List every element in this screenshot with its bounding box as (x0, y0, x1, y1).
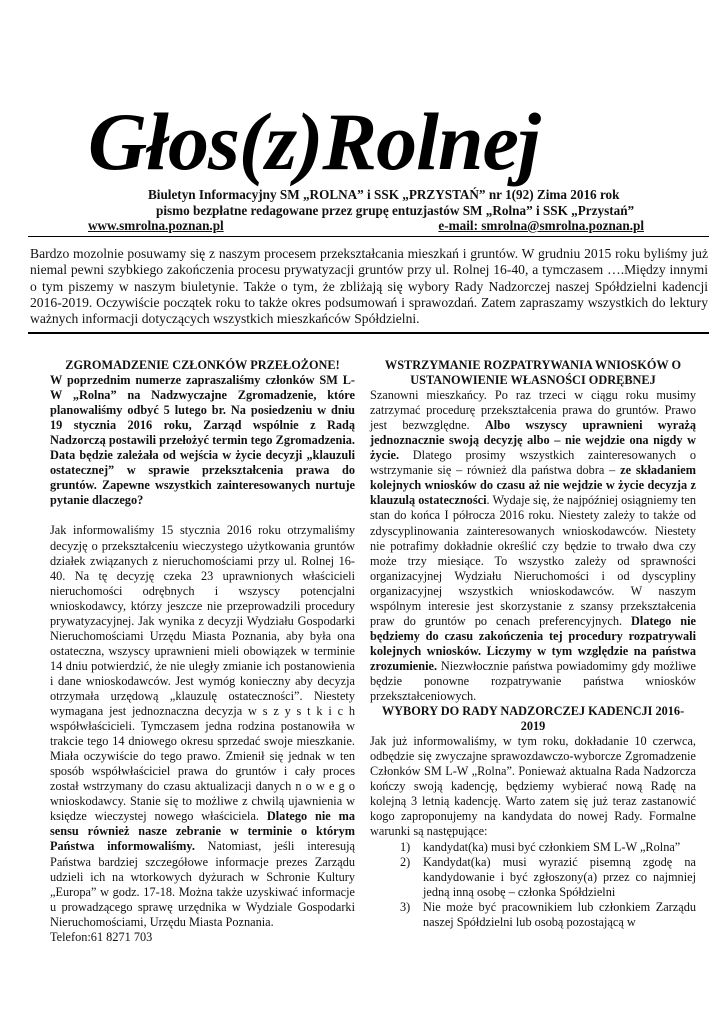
list-item: 3) Nie może być pracownikiem lub członkiem Zarządu naszej Spółdzielni lub osobą pozostającą w (400, 899, 696, 929)
left-article-lead: W poprzednim numerze zapraszaliśmy członków SM L-W „Rolna” na Nadzwyczajne Zgromadzenie, które planowaliśmy odbyć 5 lutego br. Na posiedzeniu w dniu 19 stycznia 2016 roku, Zarząd wspólnie z Radą Nadzorczą postawili przełożyć termin tego Zgromadzenia. Data będzie zależała od wejścia w życie decyzji „klauzuli ostatecznej” w sprawie przekształcenia prawa do gruntów. Zapewne wszystkich zainteresowanych nurtuje pytanie dlaczego? (50, 373, 355, 508)
election-heading: WYBORY DO RADY NADZORCZEJ KADENCJI 2016-2019 (381, 704, 685, 734)
election-body: Jak już informowaliśmy, w tym roku, dokładanie 10 czerwca, odbędzie się zwyczajne sprawozdawczo-wyborcze Zgromadzenie Członków SM L-W „Rolna”. Ponieważ aktualna Rada Nadzorcza kończy swoją kadencję, będziemy wybierać nową Radę na kolejną 3 letnią kadencję. Warto zatem się już teraz zastanowić kogo zaproponujemy na kandydata do nowej Rady. Formalne warunki są następujące: (370, 734, 696, 839)
editors-line: pismo bezpłatne redagowane przez grupę entuzjastów SM „Rolna” i SSK „Przystań” (156, 203, 635, 218)
intro-divider (28, 332, 709, 334)
left-article-phone: Telefon:61 8271 703 (50, 929, 153, 944)
header-divider (28, 236, 709, 237)
right-article-body: Szanowni mieszkańcy. Po raz trzeci w ciągu roku musimy zatrzymać procedurę przekształcenia prawa do gruntów. Prawo jest bezwzględne. Albo wszyscy uprawnieni wyrażą jednoznacznie swoją decyzję albo – nie wejdzie ona nigdy w życie. Dlatego prosimy wszystkich zainteresowanych o wstrzymanie się – również dla państwa dobra – ze składaniem kolejnych wniosków do czasu aż nie wejdzie w życie decyzja z klauzulą ostateczności. Wydaje się, że najpóźniej osiągniemy ten stan do końca I półrocza 2016 roku. Niestety zależy to także od zdyscyplinowania zainteresowanych wnioskodawców. Niestety nie potrafimy dokładnie określić czy będzie to trwało dwa czy może trzy miesiące. To wszystko zależy od sprawności organizacyjnej Wydziału Nieruchomości i od dyscypliny organizacyjnej wszystkich wnioskodawców. W naszym wspólnym interesie jest skorzystanie z szansy przekształcenia praw do gruntów po cenach preferencyjnych. Dlatego nie będziemy do czasu zakończenia tej procedury rozpatrywali kolejnych wniosków. Liczymy w tym względzie na państwa zrozumienie. Niezwłocznie państwa powiadomimy gdy możliwe będzie ponowne rozpatrywanie państwa wniosków przekształceniowych. (370, 388, 697, 704)
masthead-title: Głos(z)Rolnej (88, 96, 540, 187)
right-column (370, 358, 696, 930)
email-link[interactable]: e-mail: smrolna@smrolna.poznan.pl (438, 218, 644, 233)
left-article-body: Jak informowaliśmy 15 stycznia 2016 roku otrzymaliśmy decyzję o przekształceniu wieczystego użytkowania gruntów działek związanych z nieruchomościami przy ul. Rolnej 16-40. Na tę decyzję czeka 23 uprawnionych właścicieli nieruchomości odrębnych i wszyscy potencjalni wnioskodawcy, którzy jeszcze nie przeprowadzili procedury prywatyzacyjnej. Jak wynika z decyzji Wydziału Gospodarki Nieruchomościami Urzędu Miasta Poznania, aby była ona ostateczna, wszyscy uprawnieni mieli obowiązek w terminie 14 dniu potwierdzić, że nie uległy zmianie ich postanowienia i dane wnioskodawców. Jest wymóg konieczny aby decyzja otrzymała urzędową „klauzulę ostateczności”. Niestety wymagana jest jednoznaczna decyzja w s z y s t k i c h współwłaścicieli. Tymczasem jedna rodzina postanowiła w trakcie tego 14 dniowego okresu sprzedać swoje mieszkanie. Miała oczywiście do tego prawo. Zmienił się jednak w ten sposób współwłaściciel prawa do gruntów i cały proces został wstrzymany do czasu aktualizacji danych n o w e g o wnioskodawcy. Stanie się to możliwe z chwilą ujawnienia w księdze wieczystej nowego właściciela. Dlatego nie ma sensu również nasze zebranie w terminie o którym Państwa informowaliśmy. Natomiast, jeśli interesują Państwa bardziej szczegółowe informacje prezes Zarządu udzieli ich na wtorkowych dyżurach w Schronie Kultury „Europa” w godz. 17-18. Można także uzyskiwać informacje u prowadzącego sprawę urzędnika w Wydziale Gospodarki Nieruchomościami, Urzędu Miasta Poznania. (50, 523, 356, 929)
website-link[interactable]: www.smrolna.poznan.pl (88, 218, 224, 233)
left-article-heading: ZGROMADZENIE CZŁONKÓW PRZEŁOŻONE! (65, 358, 340, 372)
left-column (50, 358, 355, 945)
list-item: 1) kandydat(ka) musi być członkiem SM L-W „Rolna” (400, 839, 681, 854)
right-article-heading: WSTRZYMANIE ROZPATRYWANIA WNIOSKÓW O USTANOWIENIE WŁASNOŚCI ODRĘBNEJ (384, 358, 682, 388)
contact-row (88, 218, 644, 234)
bulletin-info-line: Biuletyn Informacyjny SM „ROLNA” i SSK „PRZYSTAŃ” nr 1(92) Zima 2016 rok (148, 187, 620, 202)
left-article-bold-note: Dlatego nie ma sensu również nasze zebranie w terminie o którym Państwa informowaliśmy. (50, 809, 356, 854)
requirements-list (370, 840, 696, 930)
intro-paragraph: Bardzo mozolnie posuwamy się z naszym procesem przekształcania mieszkań i gruntów. W grudniu 2015 roku byliśmy już niemal pewni szybkiego zakończenia procesu prywatyzacji gruntów przy ul. Rolnej 16-40, a tymczasem ….Między innymi o tym piszemy w naszym biuletynie. Także o tym, że zbliżają się wybory Rady Nadzorczej naszej Spółdzielni kadencji 2016-2019. Oczywiście początek roku to także okres podsumowań i sprawozdań. Zatem zapraszamy wszystkich do lektury ważnych informacji dotyczących wszystkich mieszkańców Spółdzielni. (30, 246, 708, 327)
list-item: 2) Kandydat(ka) musi wyrazić pisemną zgodę na kandydowanie i być zgłoszony(a) przez co najmniej jedną inną osobę – członka Spółdzielni (400, 854, 696, 899)
